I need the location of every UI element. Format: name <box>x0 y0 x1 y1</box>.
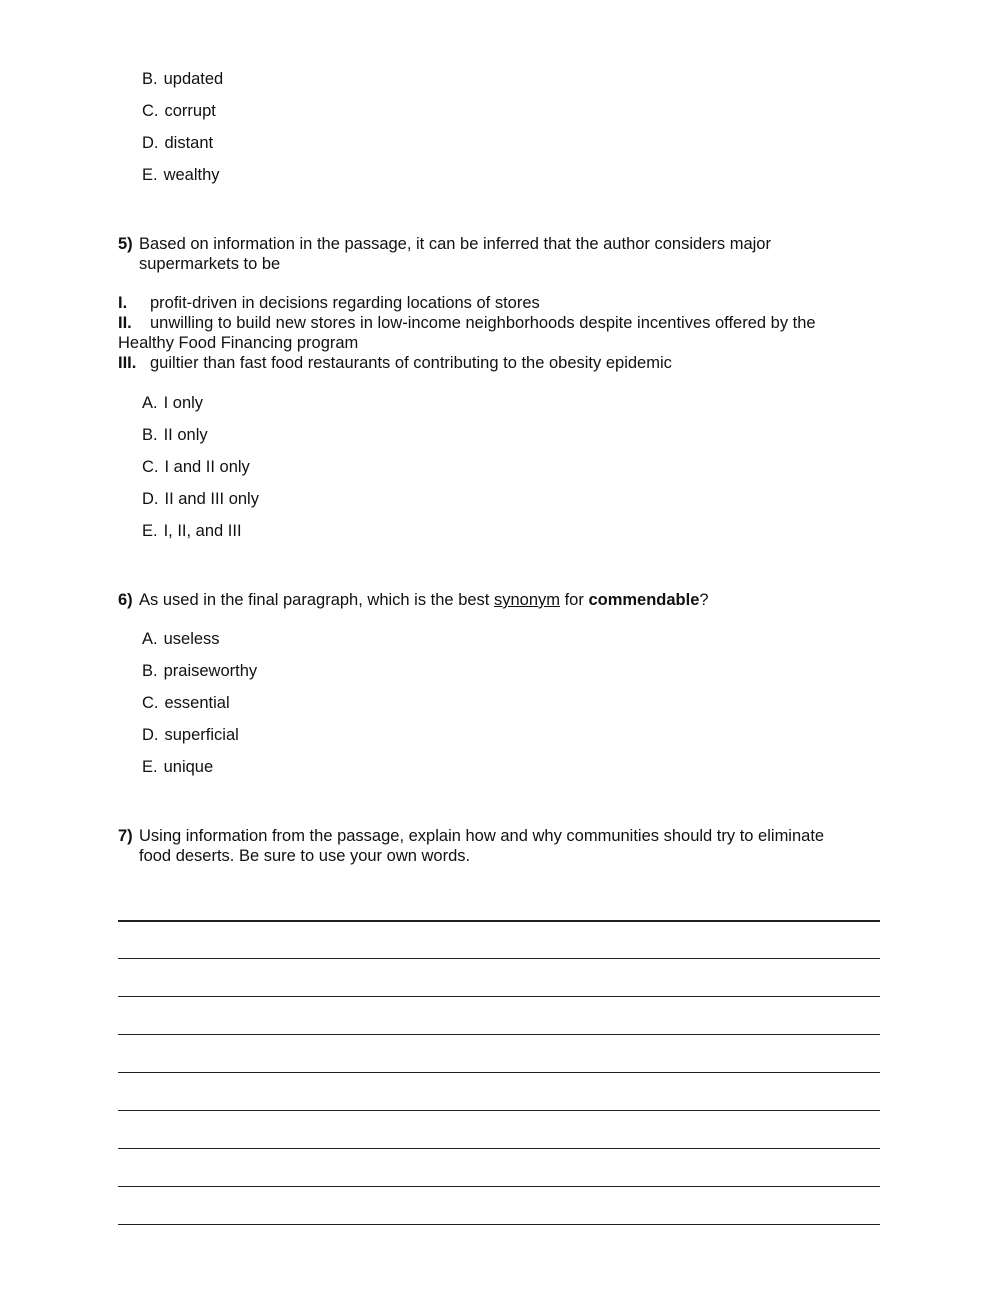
choice-letter: D. <box>142 134 159 152</box>
answer-line[interactable] <box>118 1034 880 1035</box>
choice-text: I and II only <box>164 458 250 476</box>
q6-choice-a[interactable] <box>142 629 220 649</box>
choice-letter: D. <box>142 490 159 508</box>
q5-choice-c[interactable] <box>142 457 250 477</box>
choice-text: unique <box>163 758 214 776</box>
choice-letter: B. <box>142 662 158 680</box>
choice-letter: B. <box>142 70 158 88</box>
choice-text: II and III only <box>164 490 259 508</box>
question-text: Based on information in the passage, it can be inferred that the author considers major <box>139 235 771 253</box>
question-text-middle: for <box>560 591 589 609</box>
q5-choice-a[interactable] <box>142 393 203 413</box>
choice-letter: E. <box>142 522 158 540</box>
answer-line[interactable] <box>118 920 880 922</box>
choice-text: I, II, and III <box>163 522 242 540</box>
q6-choice-c[interactable] <box>142 693 230 713</box>
roman-numeral: III. <box>118 354 137 372</box>
statement-text: guiltier than fast food restaurants of contributing to the obesity epidemic <box>150 354 672 372</box>
q4-choice-d[interactable] <box>142 133 213 153</box>
statement-i <box>118 293 888 313</box>
question-5-prompt <box>118 234 888 274</box>
choice-letter: C. <box>142 458 159 476</box>
answer-line[interactable] <box>118 1110 880 1111</box>
q5-choice-b[interactable] <box>142 425 208 445</box>
choice-letter: C. <box>142 694 159 712</box>
q6-choice-b[interactable] <box>142 661 257 681</box>
q5-choice-d[interactable] <box>142 489 259 509</box>
roman-numeral: II. <box>118 314 132 332</box>
choice-text: useless <box>163 630 220 648</box>
choice-letter: A. <box>142 394 158 412</box>
statement-text-continued: Healthy Food Financing program <box>118 334 359 352</box>
roman-numeral: I. <box>118 294 128 312</box>
question-text-continued: food deserts. Be sure to use your own words. <box>139 847 471 865</box>
question-text: As used in the final paragraph, which is the best <box>139 591 494 609</box>
answer-line[interactable] <box>118 1186 880 1187</box>
choice-text: distant <box>164 134 214 152</box>
choice-letter: E. <box>142 758 158 776</box>
question-number: 7) <box>118 827 133 845</box>
choice-letter: B. <box>142 426 158 444</box>
statement-text: profit-driven in decisions regarding locations of stores <box>150 294 540 312</box>
choice-letter: E. <box>142 166 158 184</box>
underlined-term: synonym <box>493 591 560 609</box>
answer-line[interactable] <box>118 958 880 959</box>
statement-ii <box>118 313 888 353</box>
answer-line[interactable] <box>118 1148 880 1149</box>
answer-line[interactable] <box>118 1224 880 1225</box>
choice-text: II only <box>163 426 208 444</box>
question-7-prompt <box>118 826 888 866</box>
choice-text: wealthy <box>163 166 220 184</box>
question-6-prompt <box>118 590 888 610</box>
question-mark: ? <box>699 591 709 609</box>
choice-text: updated <box>163 70 224 88</box>
choice-letter: D. <box>142 726 159 744</box>
statement-text: unwilling to build new stores in low-income neighborhoods despite incentives offered by the <box>150 314 816 332</box>
question-text-continued: supermarkets to be <box>139 255 281 273</box>
q4-choice-b[interactable] <box>142 69 223 89</box>
question-number: 6) <box>118 591 133 609</box>
q6-choice-e[interactable] <box>142 757 213 777</box>
choice-text: corrupt <box>164 102 216 120</box>
answer-line[interactable] <box>118 1072 880 1073</box>
choice-text: praiseworthy <box>163 662 258 680</box>
choice-text: I only <box>163 394 204 412</box>
question-text: Using information from the passage, explain how and why communities should try to eliminate <box>139 827 825 845</box>
q4-choice-e[interactable] <box>142 165 220 185</box>
choice-letter: C. <box>142 102 159 120</box>
answer-line[interactable] <box>118 996 880 997</box>
statement-iii <box>118 353 888 373</box>
q6-choice-d[interactable] <box>142 725 239 745</box>
choice-letter: A. <box>142 630 158 648</box>
choice-text: superficial <box>164 726 239 744</box>
choice-text: essential <box>164 694 230 712</box>
bold-term: commendable <box>588 591 700 609</box>
q4-choice-c[interactable] <box>142 101 216 121</box>
q5-choice-e[interactable] <box>142 521 242 541</box>
question-number: 5) <box>118 235 133 253</box>
